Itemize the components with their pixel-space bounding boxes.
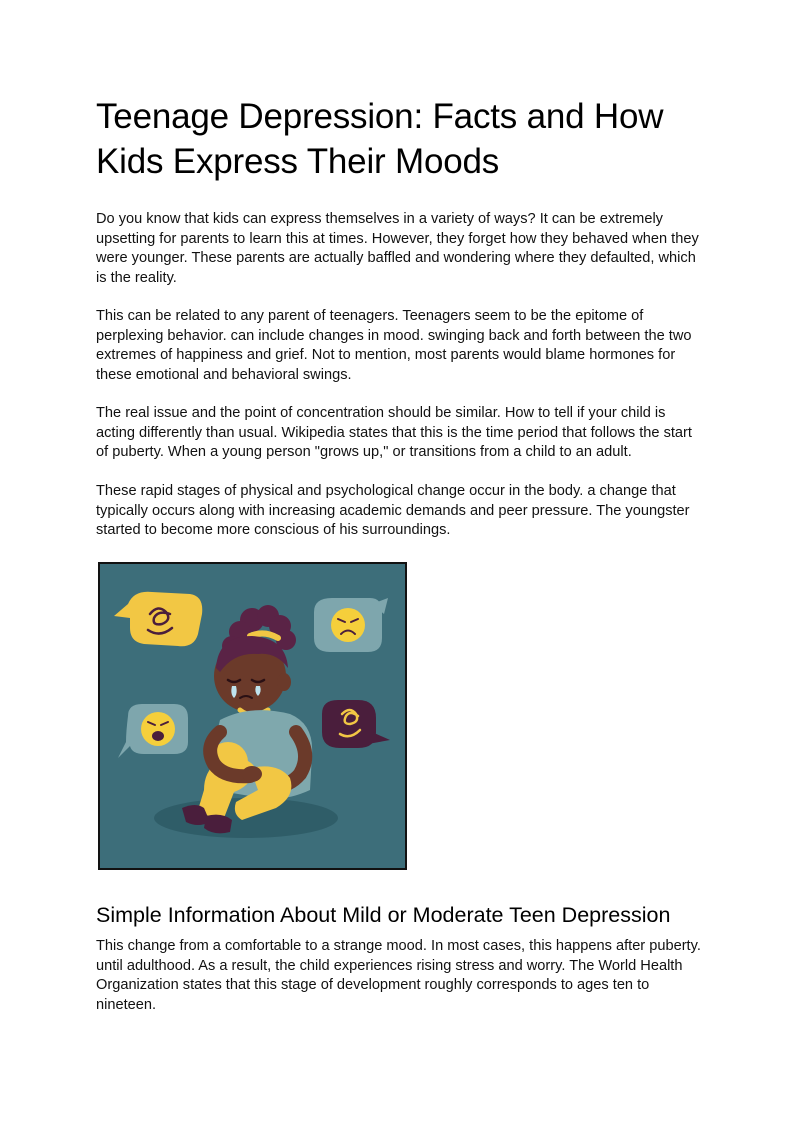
paragraph-changes: These rapid stages of physical and psychological change occur in the body. a change that typically occurs along with increasing academic demands and peer pressure. The youngster started to become more conscious of his surroundings.	[96, 483, 690, 538]
section-heading: Simple Information About Mild or Moderate Teen Depression	[96, 903, 671, 927]
illustration-svg	[100, 564, 405, 868]
paragraph-puberty: The real issue and the point of concentration should be similar. How to tell if your child is acting differently than usual. Wikipedia states that this is the time period that follows the start of puberty. When a young person "grows up," or transitions from a child to an adult.	[96, 405, 692, 460]
paragraph-parents: This can be related to any parent of teenagers. Teenagers seem to be the epitome of perplexing behavior. can include changes in mood. swinging back and forth between the two extremes of happiness and grief. Not to mention, most parents would blame hormones for these emotional and behavioral swings.	[96, 308, 692, 383]
angry-face-bubble-icon	[314, 598, 388, 652]
paragraph-mild-depression: This change from a comfortable to a strange mood. In most cases, this happens after puberty. until adulthood. As a result, the child experiences rising stress and worry. The World Health Organization states that this stage of development roughly corresponds to ages ten to nineteen.	[96, 938, 701, 1013]
page-title: Teenage Depression: Facts and How Kids Express Their Moods	[96, 97, 664, 181]
paragraph-intro: Do you know that kids can express themselves in a variety of ways? It can be extremely upsetting for parents to learn this at times. However, they forget how they behaved when they were younger. These parents are actually baffled and wondering where they defaulted, which is the reality.	[96, 211, 699, 286]
sad-girl-illustration	[98, 562, 407, 870]
